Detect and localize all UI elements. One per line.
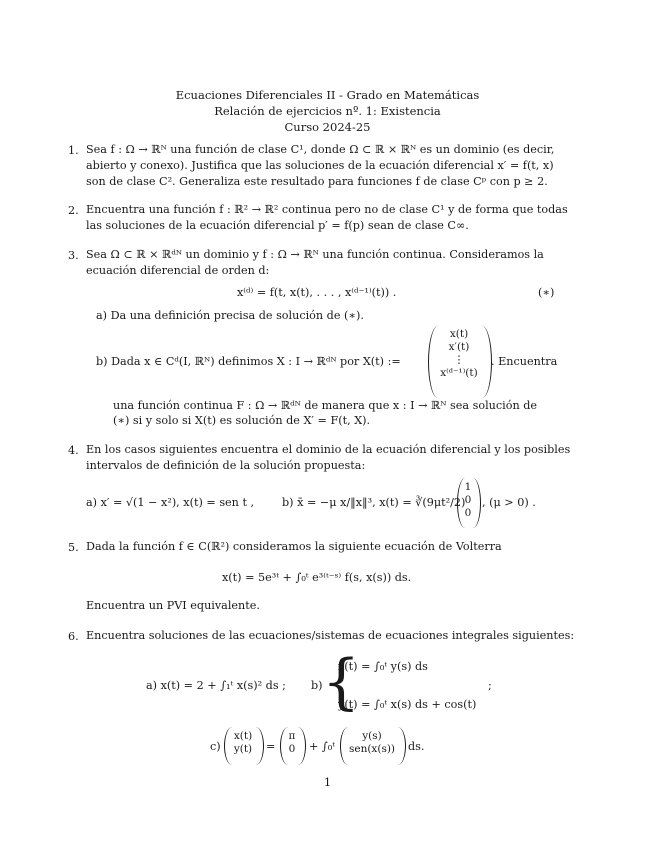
exercise-3b-suffix: . Encuentra [491,355,558,368]
exercise-3b-line-2: una función continua F : Ω → ℝᵈᴺ de manera que x : I → ℝᴺ sea solución de [113,399,537,412]
exercise-3-line-1: Sea Ω ⊂ ℝ × ℝᵈᴺ un dominio y f : Ω → ℝᴺ una función continua. Consideramos la [86,248,544,261]
vector-entry: 0 [464,507,472,519]
vector-entry: x′(t) [448,341,470,353]
exercise-1-number: 1. [68,144,79,157]
exercise-4-condition: , (μ > 0) . [482,496,536,509]
vector-entry: sen(x(s)) [348,743,396,755]
exercise-3b-line-3: (∗) si y solo si X(t) es solución de X′ = F(t, X). [113,414,371,427]
sheet-title: Relación de ejercicios nº. 1: Existencia [214,104,441,118]
exercise-3-number: 3. [68,249,79,262]
exercise-4-number: 4. [68,444,79,457]
exercise-5-equation: x(t) = 5e³ᵗ + ∫₀ᵗ e³⁽ᵗ⁻ˢ⁾ f(s, x(s)) ds. [222,571,412,584]
exercise-3b-vector [430,328,488,380]
exercise-3a: a) Da una definición precisa de solución de (∗). [96,309,364,322]
vector-entry: y(t) [233,743,253,755]
vector-entry: 0 [464,494,472,506]
exercise-6c-end: ds. [408,740,425,753]
exercise-5-number: 5. [68,541,79,554]
exercise-6-line-1: Encuentra soluciones de las ecuaciones/sistemas de ecuaciones integrales siguientes: [86,629,575,642]
exercise-4-vector [459,481,477,520]
exercise-1-line-3: son de clase C². Generaliza este resultado para funciones f de clase Cᵖ con p ≥ 2. [86,175,548,188]
vector-entry: 1 [464,481,472,493]
exercise-4-line-2: intervalos de definición de la solución propuesta: [86,459,366,472]
exercise-6b-eq-2: y(t) = ∫₀ᵗ x(s) ds + cos(t) [338,698,477,711]
exercise-6b-eq-1: x(t) = ∫₀ᵗ y(s) ds [338,660,428,673]
exercise-4a: a) x′ = √(1 − x²), x(t) = sen t , [86,496,255,509]
exercise-6b-label: b) [311,679,323,692]
exercise-4-line-1: En los casos siguientes encuentra el dominio de la ecuación diferencial y los posibles [86,443,571,456]
exercise-3-equation-tag: (∗) [538,286,555,299]
vector-entry: x⁽ᵈ⁻¹⁾(t) [440,367,478,379]
vector-entry: ⋮ [453,354,465,366]
exercise-6b-end: ; [488,679,492,692]
exercise-2-line-2: las soluciones de la ecuación diferencial p′ = f(p) sean de clase C∞. [86,219,469,232]
course-title: Ecuaciones Diferenciales II - Grado en Matemáticas [175,88,480,102]
vector-entry: x(t) [449,328,469,340]
exercise-3-equation: x⁽ᵈ⁾ = f(t, x(t), . . . , x⁽ᵈ⁻¹⁾(t)) . [237,286,397,299]
exercise-2-number: 2. [68,204,79,217]
exercise-1-line-2: abierto y conexo). Justifica que las soluciones de la ecuación diferencial x′ = f(t, x) [86,159,554,172]
page-number: 1 [323,775,332,789]
exercise-3b-text: b) Dada x ∈ Cᵈ(I, ℝᴺ) definimos X : I → ℝᵈᴺ por X(t) := [96,355,401,368]
vector-entry: π [288,730,296,742]
vector-entry: 0 [288,743,296,755]
exercise-6c-integral: + ∫₀ᵗ [309,740,336,753]
equals-sign: = [266,740,276,753]
exercise-6c-rhs2-vector [342,730,402,756]
exercise-6-number: 6. [68,630,79,643]
exercise-6c-lhs-vector [226,730,260,756]
course-year: Curso 2024-25 [284,120,371,134]
exercise-1-line-1: Sea f : Ω → ℝᴺ una función de clase C¹, donde Ω ⊂ ℝ × ℝᴺ es un dominio (es decir, [86,143,555,156]
exercise-5-line-2: Encuentra un PVI equivalente. [86,599,260,612]
exercise-6c-label: c) [210,740,221,753]
vector-entry: x(t) [233,730,253,742]
exercise-6a: a) x(t) = 2 + ∫₁ᵗ x(s)² ds ; [146,679,286,692]
left-brace-icon: { [322,647,361,717]
exercise-4b: b) x̄ = −μ x/‖x‖³, x(t) = ∛(9μt²/2) [282,496,466,509]
vector-entry: y(s) [362,730,382,742]
exercise-5-line-1: Dada la función f ∈ C(ℝ²) consideramos la siguiente ecuación de Volterra [86,540,502,553]
exercise-6c-rhs1-vector [282,730,302,756]
exercise-2-line-1: Encuentra una función f : ℝ² → ℝ² continua pero no de clase C¹ y de forma que todas [86,203,568,216]
exercise-3-line-2: ecuación diferencial de orden d: [86,264,270,277]
